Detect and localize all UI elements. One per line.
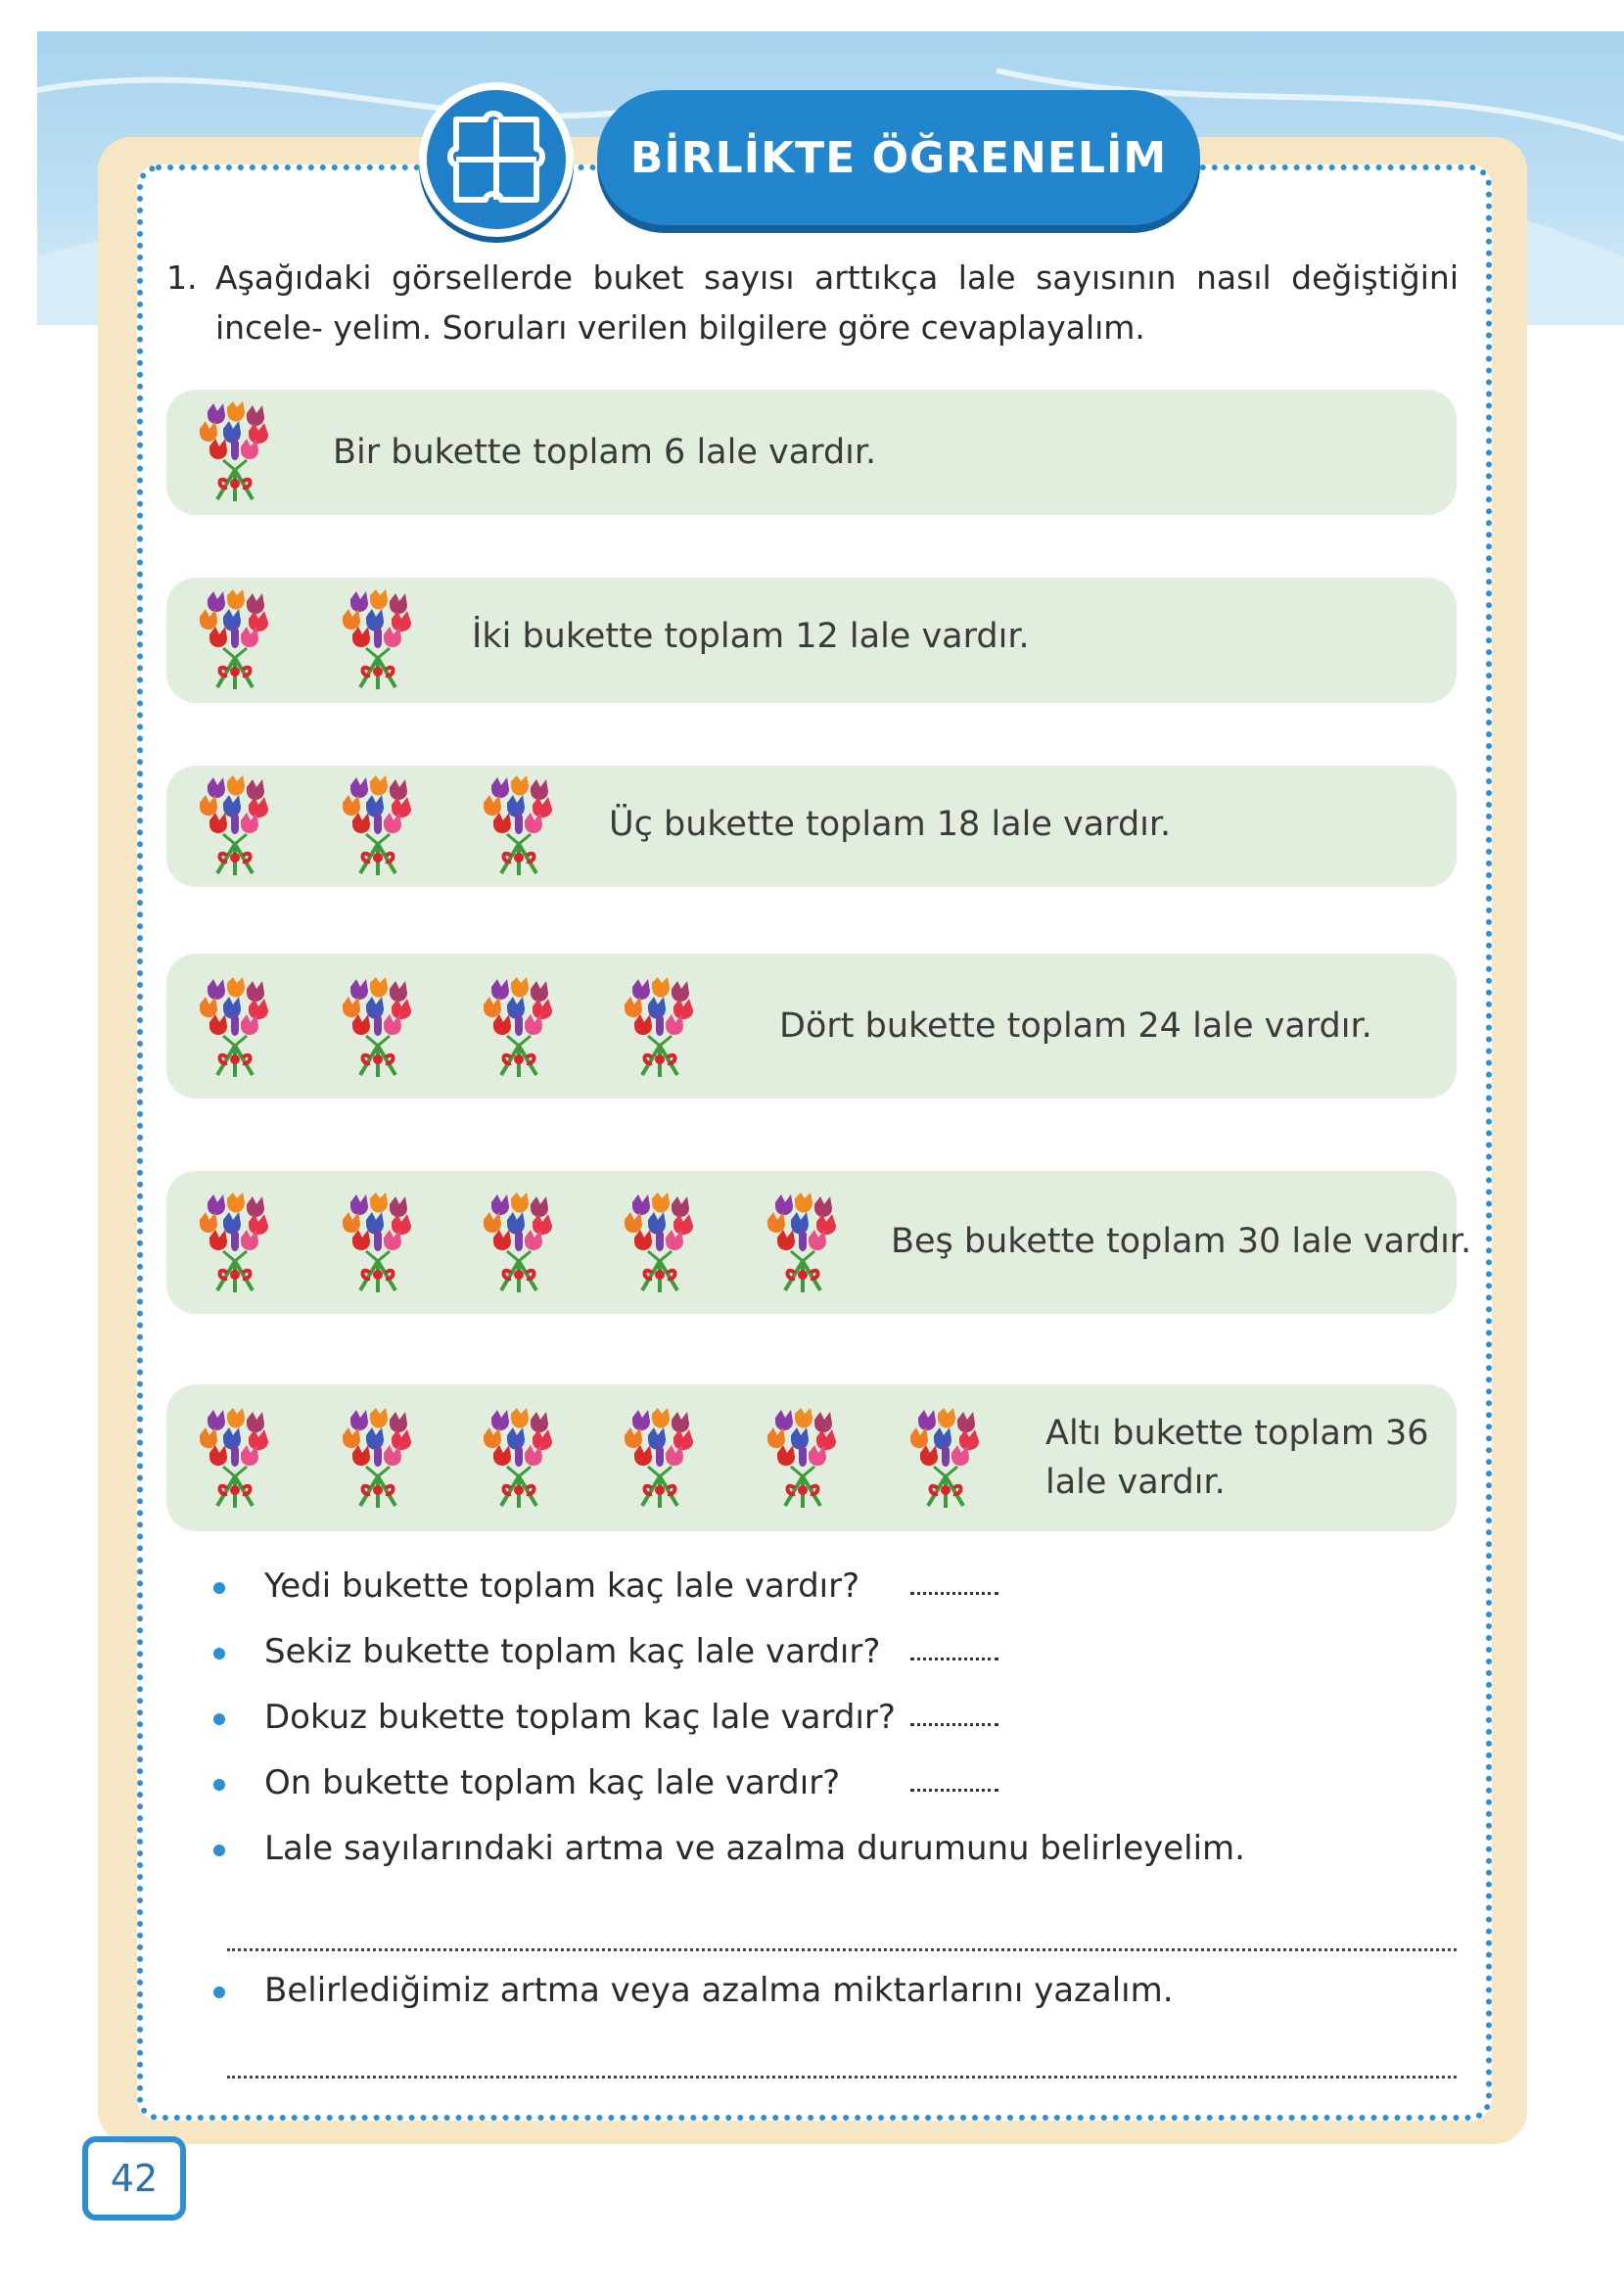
question-text: Sekiz bukette toplam kaç lale vardır? (264, 1632, 881, 1671)
bouquet-icon (331, 775, 425, 877)
bullet-icon (213, 1779, 225, 1791)
question-text: Lale sayılarındaki artma ve azalma durumunu belirleyelim. (264, 1829, 1245, 1868)
bouquet-icon (188, 1408, 282, 1510)
bouquet-icon (472, 1192, 566, 1294)
bullet-icon (213, 1845, 225, 1856)
bouquet-row-text-line2: lale vardır. (1045, 1463, 1226, 1502)
bouquet-icon (188, 401, 282, 503)
question-text: Belirlediğimiz artma veya azalma miktarlarını yazalım. (264, 1971, 1174, 2010)
answer-blank[interactable] (910, 1592, 998, 1595)
page-number: 42 (82, 2136, 186, 2221)
section-title: BİRLİKTE ÖĞRENELİM (629, 132, 1168, 183)
bouquet-icon (472, 775, 566, 877)
bouquet-row-text-line1: Altı bukette toplam 36 (1045, 1414, 1429, 1453)
section-title-banner (597, 90, 1200, 225)
bouquet-icon (899, 1408, 993, 1510)
bouquet-row-6 (166, 1384, 1457, 1531)
bouquet-icon (613, 1192, 707, 1294)
bullet-icon (213, 1987, 225, 1998)
bouquet-row-text: İki bukette toplam 12 lale vardır. (472, 617, 1030, 656)
answer-line[interactable] (227, 2076, 1457, 2079)
activity-instructions-text: Aşağıdaki görsellerde buket sayısı arttıkça lale sayısının nasıl değiştiğini incele- yelim. Soruları verilen bilgilere göre cevaplayalım. (215, 258, 1459, 347)
bouquet-row-3 (166, 766, 1457, 887)
bullet-icon (213, 1582, 225, 1594)
bouquet-row-text: Bir bukette toplam 6 lale vardır. (333, 433, 877, 472)
bouquet-row-2 (166, 578, 1457, 703)
bouquet-row-1 (166, 390, 1457, 515)
question-text: On bukette toplam kaç lale vardır? (264, 1763, 841, 1802)
answer-blank[interactable] (910, 1723, 998, 1726)
answer-line[interactable] (227, 1948, 1457, 1951)
question-text: Yedi bukette toplam kaç lale vardır? (264, 1566, 860, 1606)
section-badge (419, 82, 574, 237)
bouquet-row-text: Üç bukette toplam 18 lale vardır. (609, 805, 1172, 844)
bouquet-icon (472, 977, 566, 1079)
bouquet-icon (188, 589, 282, 691)
bouquet-icon (331, 589, 425, 691)
bullet-icon (213, 1713, 225, 1725)
bouquet-icon (756, 1192, 850, 1294)
bouquet-icon (613, 977, 707, 1079)
bouquet-icon (472, 1408, 566, 1510)
bouquet-row-4 (166, 954, 1457, 1099)
answer-blank[interactable] (910, 1658, 998, 1660)
activity-number: 1. (166, 258, 198, 297)
question-text: Dokuz bukette toplam kaç lale vardır? (264, 1698, 896, 1737)
answer-blank[interactable] (910, 1789, 998, 1792)
bouquet-icon (331, 1408, 425, 1510)
bouquet-icon (331, 1192, 425, 1294)
bouquet-row-5 (166, 1171, 1472, 1314)
bouquet-icon (331, 977, 425, 1079)
bouquet-icon (188, 1192, 282, 1294)
bullet-icon (213, 1648, 225, 1660)
bouquet-row-text: Beş bukette toplam 30 lale vardır. (891, 1222, 1472, 1261)
bouquet-icon (188, 977, 282, 1079)
bouquet-icon (756, 1408, 850, 1510)
puzzle-icon (446, 110, 546, 210)
bouquet-icon (188, 775, 282, 877)
bouquet-row-text: Dört bukette toplam 24 lale vardır. (779, 1006, 1372, 1046)
bouquet-icon (613, 1408, 707, 1510)
